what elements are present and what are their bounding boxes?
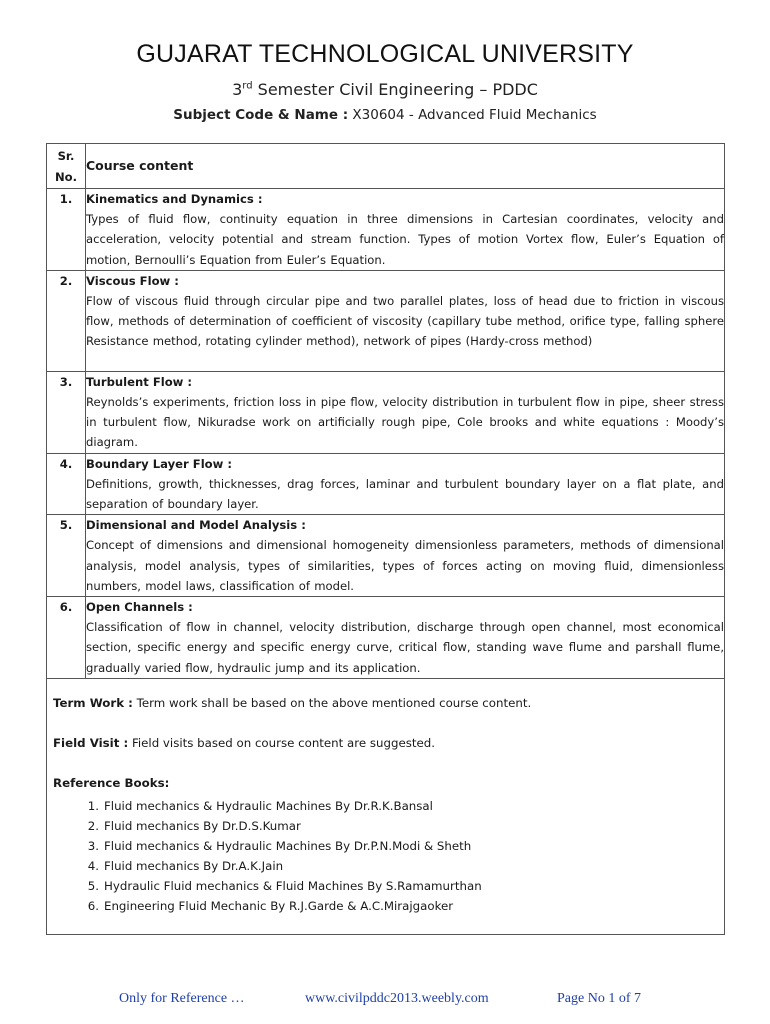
list-number: 5. bbox=[87, 879, 99, 893]
list-text: Hydraulic Fluid mechanics & Fluid Machines By S.Ramamurthan bbox=[104, 879, 482, 893]
row-number: 5. bbox=[47, 515, 86, 597]
list-item bbox=[71, 796, 482, 816]
list-text: Fluid mechanics & Hydraulic Machines By Dr.P.N.Modi & Sheth bbox=[104, 839, 472, 853]
list-number: 6. bbox=[87, 899, 99, 913]
list-text: Fluid mechanics By Dr.A.K.Jain bbox=[104, 859, 284, 873]
topic-text: Definitions, growth, thicknesses, drag forces, laminar and turbulent boundary layer on a flat plate, and separation of boundary layer. bbox=[86, 476, 724, 512]
list-item bbox=[71, 896, 482, 916]
semester-text: Semester Civil Engineering – PDDC bbox=[252, 80, 538, 99]
subject-label: Subject Code & Name : bbox=[173, 107, 349, 123]
semester-line bbox=[0, 80, 770, 99]
list-item bbox=[71, 836, 482, 856]
course-content-header: Course content bbox=[86, 144, 725, 189]
university-title: GUJARAT TECHNOLOGICAL UNIVERSITY bbox=[136, 40, 634, 68]
list-text: Engineering Fluid Mechanic By R.J.Garde & A.C.Mirajgaoker bbox=[104, 899, 454, 913]
topic-text: Reynolds’s experiments, friction loss in pipe flow, velocity distribution in turbulent flow in pipe, sheer stress in turbulent flow, Nikuradse work on artificially rough pipe, Cole brooks and white equations : Moody’s diagram. bbox=[86, 395, 724, 450]
footer-note: Only for Reference … bbox=[119, 991, 245, 1006]
field-visit-label: Field Visit : bbox=[53, 736, 129, 750]
row-content bbox=[86, 270, 725, 371]
topic-title: Boundary Layer Flow : bbox=[86, 456, 233, 471]
reference-books-list bbox=[71, 796, 482, 916]
footer-website-link[interactable]: www.civilpddc2013.weebly.com bbox=[305, 991, 489, 1006]
list-number: 3. bbox=[87, 839, 99, 853]
row-content bbox=[86, 189, 725, 271]
list-text: Fluid mechanics & Hydraulic Machines By Dr.R.K.Bansal bbox=[104, 799, 433, 813]
semester-ordinal: rd bbox=[242, 80, 253, 92]
footer-page-number: Page No 1 of 7 bbox=[557, 991, 641, 1006]
table-row bbox=[47, 515, 725, 597]
field-visit-text: Field visits based on course content are suggested. bbox=[128, 736, 435, 750]
list-number: 1. bbox=[87, 799, 99, 813]
row-number: 4. bbox=[47, 453, 86, 515]
row-content bbox=[86, 597, 725, 679]
page-footer bbox=[0, 991, 770, 1009]
row-content bbox=[86, 515, 725, 597]
table-row bbox=[47, 270, 725, 371]
topic-title: Dimensional and Model Analysis : bbox=[86, 518, 306, 533]
row-number: 2. bbox=[47, 270, 86, 371]
topic-title: Turbulent Flow : bbox=[86, 374, 193, 389]
list-number: 2. bbox=[87, 819, 99, 833]
term-work-text: Term work shall be based on the above mentioned course content. bbox=[132, 696, 532, 710]
table-row bbox=[47, 453, 725, 515]
row-number: 3. bbox=[47, 371, 86, 453]
row-number: 6. bbox=[47, 597, 86, 679]
subject-line bbox=[0, 107, 770, 123]
field-visit bbox=[53, 736, 435, 750]
row-content bbox=[86, 371, 725, 453]
row-number: 1. bbox=[47, 189, 86, 271]
list-item bbox=[71, 816, 482, 836]
table-row bbox=[47, 371, 725, 453]
table-row bbox=[47, 189, 725, 271]
term-work bbox=[53, 696, 531, 710]
list-text: Fluid mechanics By Dr.D.S.Kumar bbox=[104, 819, 301, 833]
list-number: 4. bbox=[87, 859, 99, 873]
topic-title: Kinematics and Dynamics : bbox=[86, 192, 263, 206]
sr-no-header: Sr. No. bbox=[47, 144, 86, 189]
topic-text: Types of fluid flow, continuity equation in three dimensions in Cartesian coordinates, velocity and acceleration, velocity potential and stream function. Types of motion Vortex flow, Euler’s Equation of motion, Bernoulli’s Equation from Euler’s Equation. bbox=[86, 212, 724, 267]
list-item bbox=[71, 856, 482, 876]
topic-text: Concept of dimensions and dimensional homogeneity dimensionless parameters, methods of dimensional analysis, model analysis, types of similarities, types of forces acting on moving fluid, dimensionless numbers, model laws, classification of model. bbox=[86, 538, 724, 593]
table-row bbox=[47, 597, 725, 679]
additional-info-box bbox=[46, 674, 725, 935]
subject-value: X30604 - Advanced Fluid Mechanics bbox=[348, 107, 597, 123]
reference-books-title: Reference Books: bbox=[53, 776, 170, 790]
table-header-row bbox=[47, 144, 725, 189]
list-item bbox=[71, 876, 482, 896]
row-content bbox=[86, 453, 725, 515]
topic-text: Flow of viscous fluid through circular pipe and two parallel plates, loss of head due to friction in viscous flow, methods of determination of coefficient of viscosity (capillary tube method, orifice type, falling sphere Resistance method, rotating cylinder method), network of pipes (Hardy-cross method) bbox=[86, 294, 724, 349]
topic-title: Viscous Flow : bbox=[86, 273, 179, 288]
topic-title: Open Channels : bbox=[86, 600, 193, 615]
topic-text: Classification of flow in channel, velocity distribution, discharge through open channel, most economical section, specific energy and specific energy curve, critical flow, standing wave flume and parshall flume, gradually varied flow, hydraulic jump and its application. bbox=[86, 620, 724, 675]
course-content-table bbox=[46, 143, 725, 679]
term-work-label: Term Work : bbox=[53, 696, 133, 710]
semester-number: 3 bbox=[232, 80, 243, 99]
